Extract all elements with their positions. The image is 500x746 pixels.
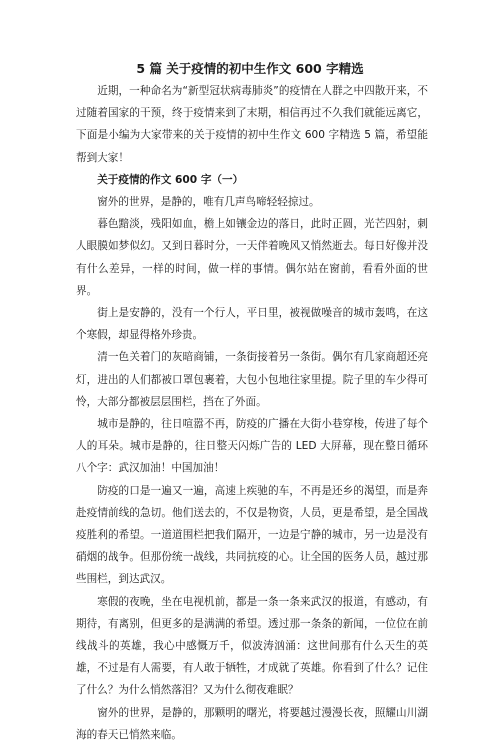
paragraph: 清一色关着门的灰暗商铺，一条街接着另一条街。偶尔有几家商超还亮灯，进出的人们都被口罩包裹着，大包小包地往家里提。院子里的车少得可怜，大部分都被层层围栏，挡在了外面。 — [76, 351, 428, 408]
paragraph: 防疫的口是一遍又一遍，高速上疾驰的车，不再是还乡的渴望，而是奔赴疫情前线的急切。他们送去的，不仅是物资，人员，更是希望，是全国战疫胜利的希望。一道道围栏把我们隔开，一边是宁静的城市，另一边是没有硝烟的战争。但那份统一战线，共同抗疫的心。让全国的医务人员，越过那些围栏，到达武汉。 — [76, 484, 428, 586]
paragraph: 窗外的世界，是静的，那颗明的曙光，将要越过漫漫长夜，照耀山川湖海的春天已悄然来临。 — [76, 706, 428, 741]
paragraph: 城市是静的，往日喧嚣不再，防疫的广播在大街小巷穿梭，传进了每个人的耳朵。城市是静的，往日整天闪烁广告的 LED 大屏幕，现在整日循环八个字：武汉加油！中国加油！ — [76, 418, 428, 475]
paragraph: 暮色黯淡，残阳如血，檐上如镶金边的落日，此时正圆，光芒四射，刺人眼膜如梦似幻。又到日暮时分，一天伴着晚风又悄然逝去。每日好像并没有什么差异，一样的时间，做一样的事情。偶尔站在窗前，看看外面的世界。 — [76, 218, 428, 297]
paragraph: 街上是安静的，没有一个行人，平日里，被视做噪音的城市轰鸣，在这个寒假，却显得格外珍贵。 — [76, 307, 428, 342]
article-title: 5 篇 关于疫情的初中生作文 600 字精选 — [136, 61, 364, 76]
paragraph: 寒假的夜晚，坐在电视机前，都是一条一条来武汉的报道，有感动，有期待，有离别，但更多的是满满的希望。透过那一条条的新闻，一位位在前线战斗的英雄，我心中感慨万千，似波涛汹涌：这世间那有什么天生的英雄，不过是有人需要，有人敢于牺牲，才成就了英雄。你看到了什么？记住了什么？为什么悄然落泪？又为什么彻夜难眠？ — [76, 595, 428, 697]
article-body — [76, 80, 428, 746]
section-subtitle: 关于疫情的作文 600 字（一） — [97, 173, 244, 186]
paragraph: 窗外的世界，是静的，唯有几声鸟啼轻轻掠过。 — [97, 196, 320, 209]
intro-paragraph: 近期，一种命名为“新型冠状病毒肺炎”的疫情在人群之中四散开来，不过随着国家的干预，终于疫情来到了末期，相信再过不久我们就能远离它，下面是小编为大家带来的关于疫情的初中生作文 600 字精选 5 篇，希望能帮到大家！ — [76, 85, 428, 164]
